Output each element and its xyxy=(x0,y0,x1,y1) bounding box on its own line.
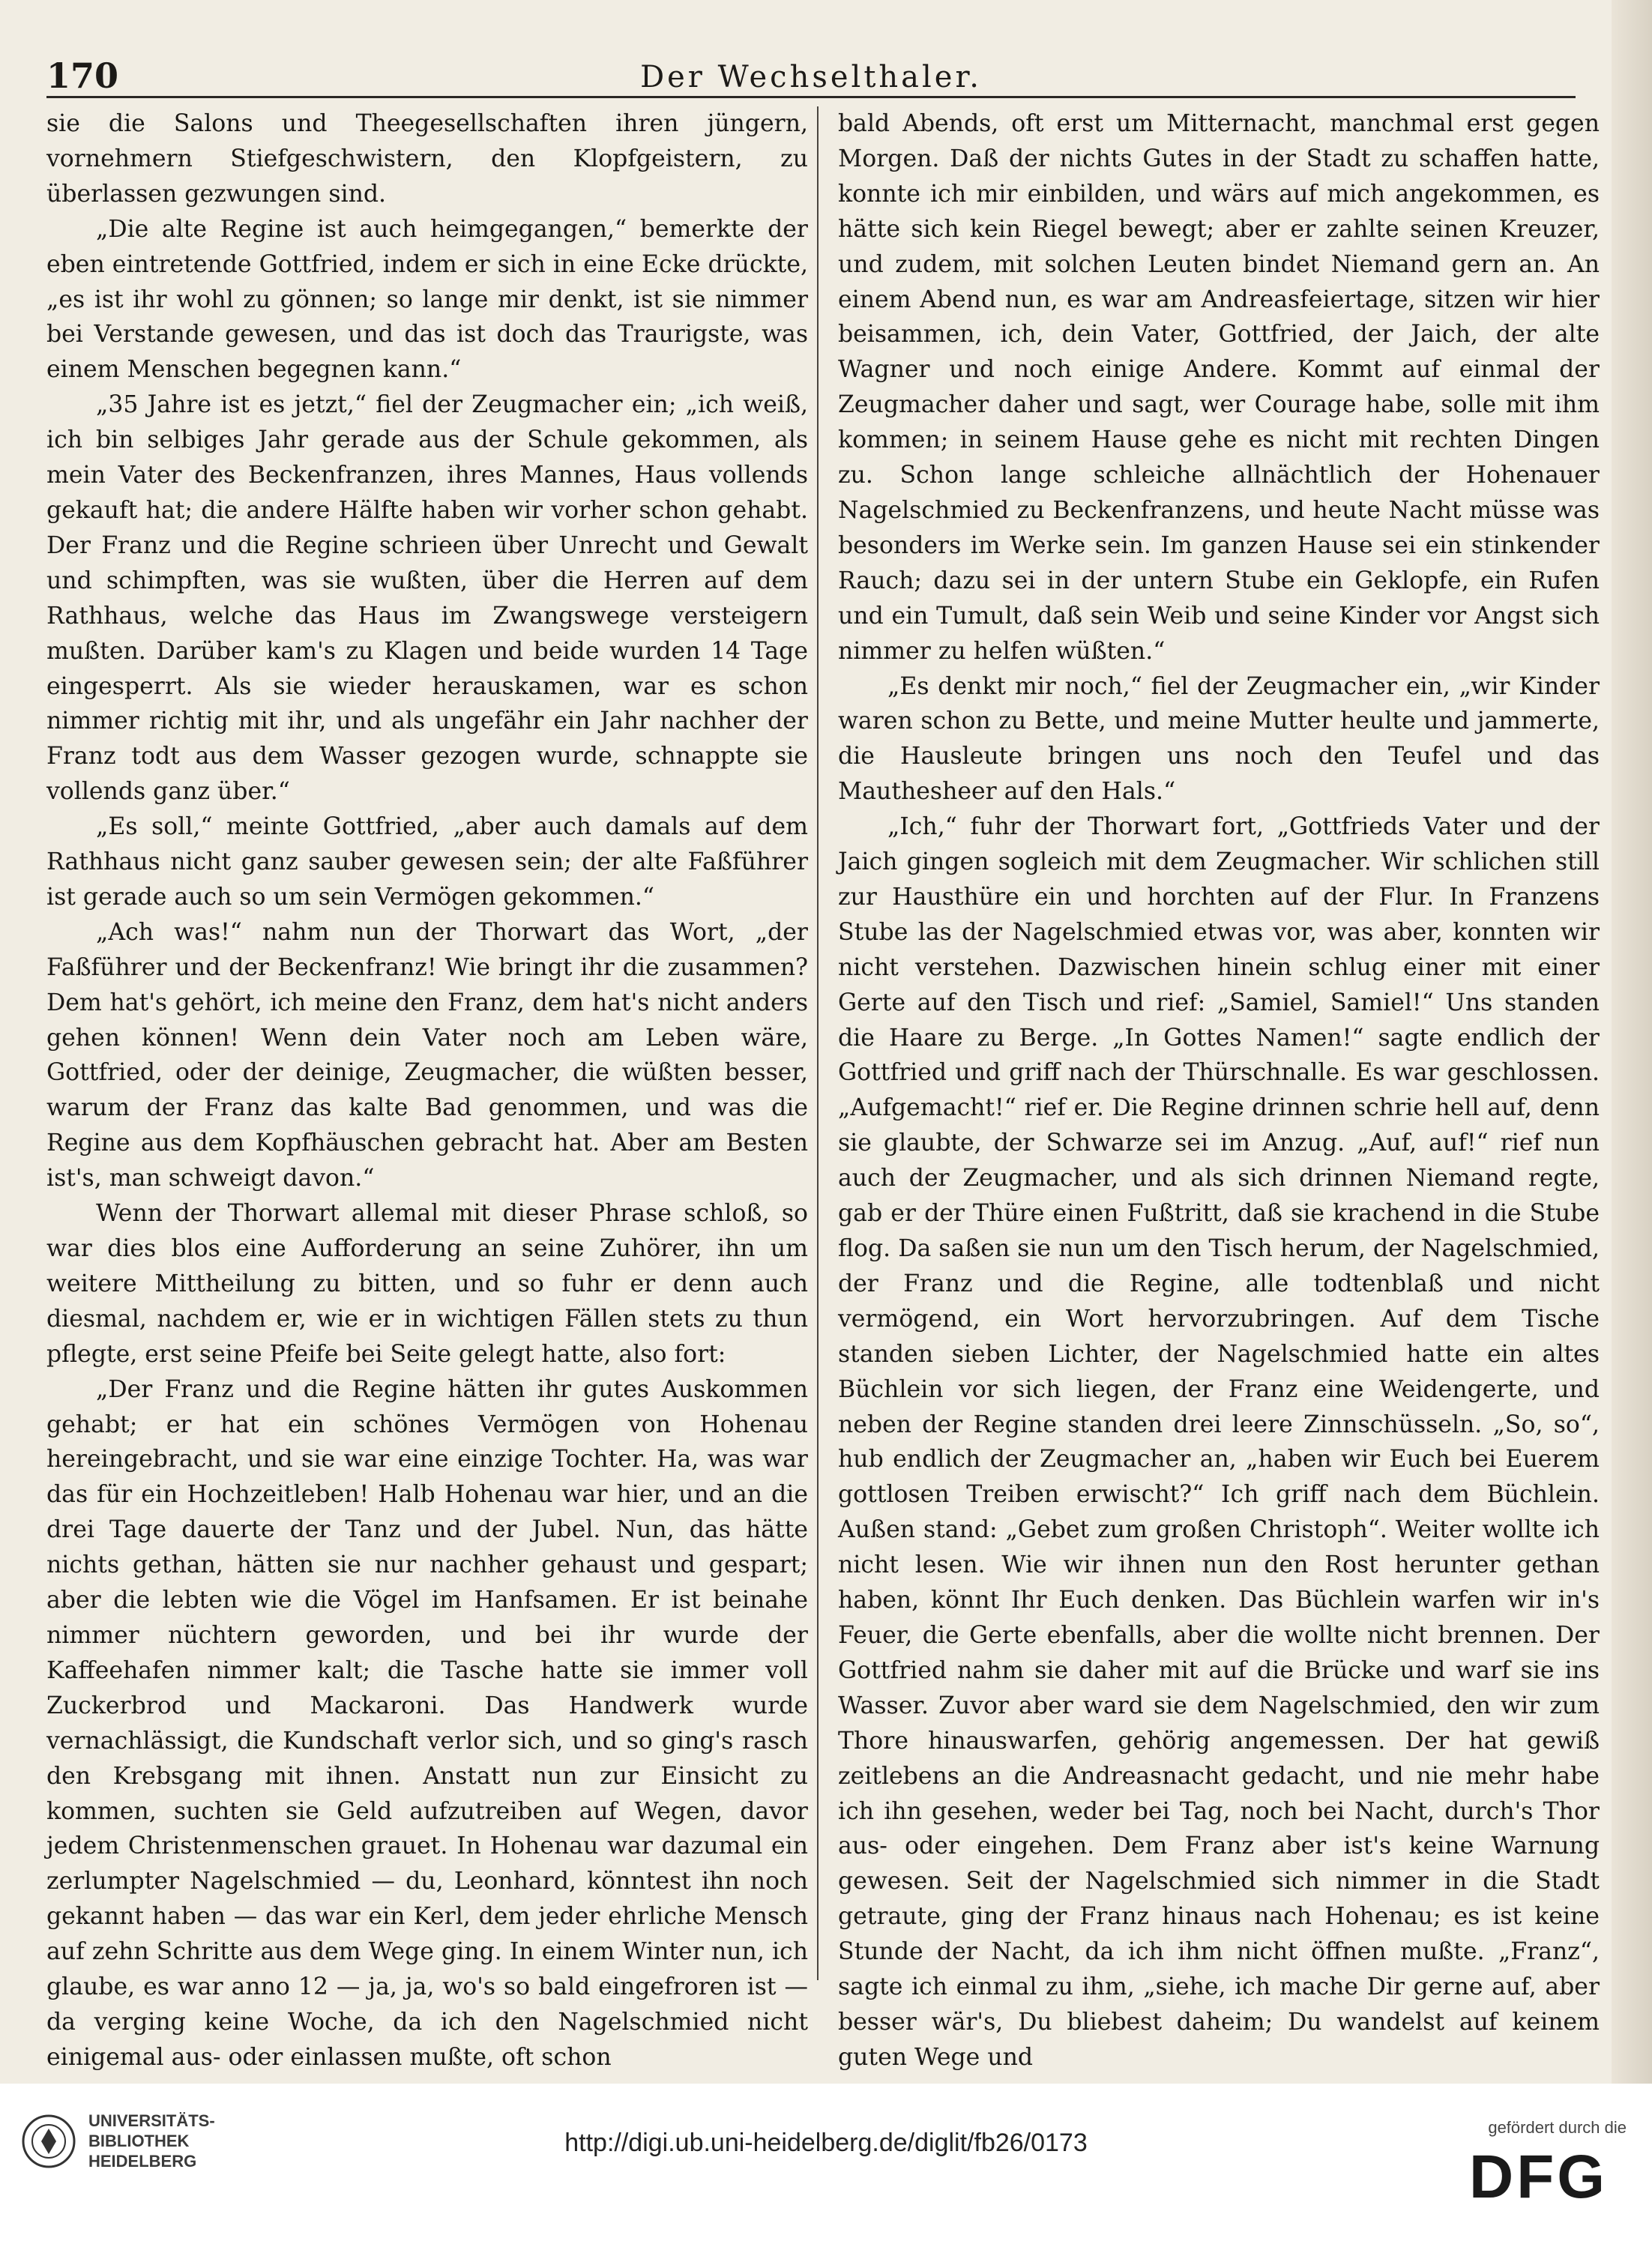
right-column xyxy=(838,106,1600,2071)
library-name-line: BIBLIOTHEK xyxy=(88,2132,190,2150)
paragraph: „35 Jahre ist es jetzt,“ fiel der Zeugmacher ein; „ich weiß, ich bin selbiges Jahr gerade aus der Schule gekommen, als mein Vater des Beckenfranzen, ihres Mannes, Haus vollends gekauft hat; die andere Hälfte haben wir vorher schon gehabt. Der Franz und die Regine schrieen über Unrecht und Gewalt und schimpften, was sie wußten, über die Herren auf dem Rathhaus, welche das Haus im Zwangswege versteigern mußten. Darüber kam's zu Klagen und beide wurden 14 Tage eingesperrt. Als sie wieder herauskamen, war es schon nimmer richtig mit ihr, und als ungefähr ein Jahr nachher der Franz todt aus dem Wasser gezogen wurde, schnappte sie vollends ganz über.“ xyxy=(46,391,808,806)
svg-text:DFG: DFG xyxy=(1469,2143,1609,2211)
dfg-logo xyxy=(1469,2143,1627,2211)
column-divider xyxy=(817,106,819,1980)
paragraph: „Ich,“ fuhr der Thorwart fort, „Gottfrieds Vater und der Jaich gingen sogleich mit dem Zeugmacher. Wir schlichen still zur Hausthüre ein und horchten auf der Flur. In Franzens Stube las der Nagelschmied etwas vor, was aber, konnten wir nicht verstehen. Dazwischen hinein schlug einer mit einer Gerte auf den Tisch und rief: „Samiel, Samiel!“ Uns standen die Haare zu Berge. „In Gottes Namen!“ sagte endlich der Gottfried und griff nach der Thürschnalle. Es war geschlossen. „Aufgemacht!“ rief er. Die Regine drinnen schrie hell auf, denn sie glaubte, der Schwarze sei im Anzug. „Auf, auf!“ rief nun auch der Zeugmacher, und als sich drinnen Niemand regte, gab er der Thüre einen Fußtritt, daß sie krachend in die Stube flog. Da saßen sie nun um den Tisch herum, der Nagelschmied, der Franz und die Regine, alle todtenblaß und nicht vermögend, ein Wort hervorzubringen. Auf dem Tische standen sieben Lichter, der Nagelschmied hatte ein altes Büchlein vor sich liegen, der Franz eine Weidengerte, und neben der Regine standen drei leere Zinnschüsseln. „So, so“, hub endlich der Zeugmacher an, „haben wir Euch bei Euerem gottlosen Treiben erwischt?“ Ich griff nach dem Büchlein. Außen stand: „Gebet zum großen Christoph“. Weiter wollte ich nicht lesen. Wie wir ihnen nun den Rost herunter gethan haben, könnt Ihr Euch denken. Das Büchlein warfen wir in's Feuer, die Gerte ebenfalls, aber die wollte nicht brennen. Der Gottfried nahm sie daher mit auf die Brücke und warf sie ins Wasser. Zuvor aber ward sie dem Nagelschmied, den wir zum Thore hinauswarfen, gehörig angemessen. Der hat gewiß zeitlebens an die Andreasnacht gedacht, und nie mehr habe ich ihn gesehen, weder bei Tag, noch bei Nacht, durch's Thor aus- oder eingehen. Dem Franz aber ist's keine Warnung gewesen. Seit der Nagelschmied sich nimmer in die Stadt getraute, ging der Franz hinaus nach Hohenau; es ist keine Stunde der Nacht, da ich ihm nicht öffnen mußte. „Franz“, sagte ich einmal zu ihm, „siehe, ich mache Dir gerne auf, aber besser wär's, Du bliebest daheim; Du wandelst auf keinem guten Wege und xyxy=(838,813,1600,2071)
header-rule xyxy=(46,96,1576,98)
library-name-line: UNIVERSITÄTS- xyxy=(88,2111,215,2130)
paragraph: „Ach was!“ nahm nun der Thorwart das Wort, „der Faßführer und der Beckenfranz! Wie bringt ihr die zusammen? Dem hat's gehört, ich meine den Franz, dem hat's nicht anders gehen können! Wenn dein Vater noch am Leben wäre, Gottfried, oder der deinige, Zeugmacher, die wüßten besser, warum der Franz das kalte Bad genommen, und was die Regine aus dem Kopfhäuschen gebracht hat. Aber am Besten ist's, man schweigt davon.“ xyxy=(46,918,808,1192)
page-header xyxy=(46,55,1576,100)
running-title: Der Wechselthaler. xyxy=(640,60,982,94)
paragraph: Wenn der Thorwart allemal mit dieser Phrase schloß, so war dies blos eine Aufforderung an seine Zuhörer, ihn um weitere Mittheilung zu bitten, und so fuhr er denn auch diesmal, nachdem er, wie er in wichtigen Fällen stets zu thun pflegte, erst seine Pfeife bei Seite gelegt hatte, also fort: xyxy=(46,1200,808,1368)
paragraph: „Der Franz und die Regine hätten ihr gutes Auskommen gehabt; er hat ein schönes Vermögen von Hohenau hereingebracht, und sie war eine einzige Tochter. Ha, was war das für ein Hochzeitleben! Halb Hohenau war hier, und an die drei Tage dauerte der Tanz und der Jubel. Nun, das hätte nichts gethan, hätten sie nur nachher gehaust und gespart; aber die lebten wie die Vögel im Hanfsamen. Er ist beinahe nimmer nüchtern geworden, und bei ihr wurde der Kaffeehafen nimmer kalt; die Tasche hatte sie immer voll Zuckerbrod und Mackaroni. Das Handwerk wurde vernachlässigt, die Kundschaft verlor sich, und so ging's rasch den Krebsgang mit ihnen. Anstatt nun zur Einsicht zu kommen, suchten sie Geld aufzutreiben auf Wegen, davor jedem Christenmenschen grauet. In Hohenau war dazumal ein zerlumpter Nagelschmied — du, Leonhard, könntest ihn noch gekannt haben — das war ein Kerl, dem jeder ehrliche Mensch auf zehn Schritte aus dem Wege ging. In einem Winter nun, ich glaube, es war anno 12 — ja, ja, wo's so bald eingefroren ist — da verging keine Woche, da ich den Nagelschmied nicht einigemal aus- oder einlassen mußte, oft schon xyxy=(46,1375,808,2071)
digitization-footer xyxy=(0,2084,1652,2241)
library-name-line: HEIDELBERG xyxy=(88,2152,197,2171)
paragraph: „Es denkt mir noch,“ fiel der Zeugmacher ein, „wir Kinder waren schon zu Bette, und meine Mutter heulte und jammerte, die Hausleute bringen uns noch den Teufel und das Mauthesheer auf den Hals.“ xyxy=(838,672,1600,806)
paragraph: „Es soll,“ meinte Gottfried, „aber auch damals auf dem Rathhaus nicht ganz sauber gewesen sein; der alte Faßführer ist gerade auch so um sein Vermögen gekommen.“ xyxy=(46,813,808,911)
left-column xyxy=(46,106,808,2071)
page-edge-shadow xyxy=(1612,0,1652,2084)
funded-by-label: gefördert durch die xyxy=(1488,2118,1627,2137)
paragraph: sie die Salons und Theegesellschaften ihren jüngern, vornehmern Stiefgeschwistern, den Klopfgeistern, zu überlassen gezwungen sind. xyxy=(46,110,808,208)
paragraph: bald Abends, oft erst um Mitternacht, manchmal erst gegen Morgen. Daß der nichts Gutes in der Stadt zu schaffen hatte, konnte ich mir einbilden, und wärs auf mich angekommen, es hätte sich kein Riegel bewegt; aber er zahlte seinen Kreuzer, und zudem, mit solchen Leuten bindet Niemand gern an. An einem Abend nun, es war am Andreasfeiertage, sitzen wir hier beisammen, ich, dein Vater, Gottfried, der Jaich, der alte Wagner und noch einige Andere. Kommt auf einmal der Zeugmacher daher und sagt, wer Courage habe, solle mit ihm kommen; in seinem Hause gehe es nicht mit rechten Dingen zu. Schon lange schleiche allnächtlich der Hohenauer Nagelschmied zu Beckenfranzens, und heute Nacht müsse was besonders im Werke sein. Im ganzen Hause sei ein stinkender Rauch; dazu sei in der untern Stube ein Geklopfe, ein Rufen und ein Tumult, daß sein Weib und seine Kinder vor Angst sich nimmer zu helfen wüßten.“ xyxy=(838,110,1600,665)
page-number: 170 xyxy=(46,55,119,96)
source-url[interactable]: http://digi.ub.uni-heidelberg.de/diglit/fb26/0173 xyxy=(564,2129,1088,2157)
paragraph: „Die alte Regine ist auch heimgegangen,“ bemerkte der eben eintretende Gottfried, indem er sich in eine Ecke drückte, „es ist ihr wohl zu gönnen; so lange mir denkt, ist sie nimmer bei Verstande gewesen, und das ist doch das Traurigste, was einem Menschen begegnen kann.“ xyxy=(46,215,808,384)
